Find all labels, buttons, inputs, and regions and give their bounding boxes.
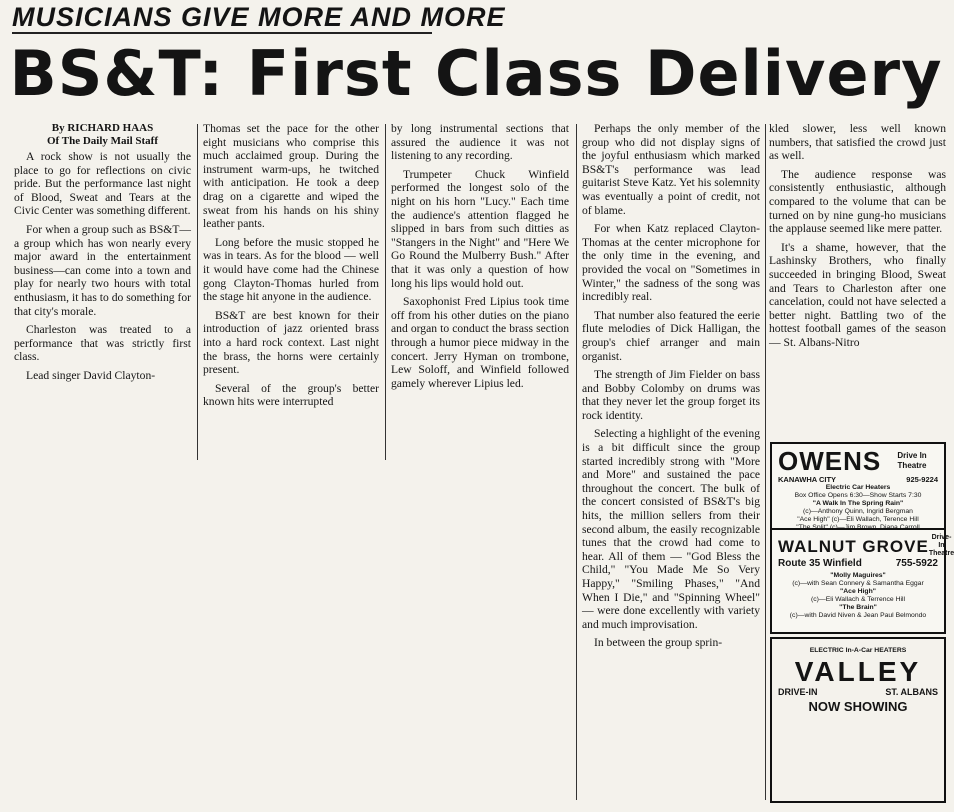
column-divider: [576, 124, 577, 800]
owens-line: (c)—Anthony Quinn, Ingrid Bergman: [803, 508, 913, 515]
owens-phone: 925-9224: [906, 475, 938, 484]
walnut-grove-line: (c)—Eli Wallach & Terrence Hill: [810, 596, 906, 603]
paragraph: For when Katz replaced Clayton-Thomas at the center microphone for the only time in the evening, and provided the vocal on "Sometimes in Winter," the sadness of the song was incredibly real.: [582, 222, 760, 304]
paragraph: by long instrumental sections that assured the audience it was not listening to any recording.: [391, 122, 569, 163]
walnut-grove-line: (c)—with David Niven & Jean Paul Belmondo: [789, 612, 927, 619]
owens-name: OWENS: [778, 446, 882, 476]
kicker-headline: MUSICIANS GIVE MORE AND MORE: [12, 2, 506, 32]
owens-tag: Drive In Theatre: [897, 451, 927, 470]
paragraph: For when a group such as BS&T—a group which has won nearly every major award in the entertainment business—can come into a town and play for nearly two hours with total enthusiasm, it has to do something for that city's morale.: [14, 222, 191, 318]
byline-staff: Of The Daily Mail Staff: [46, 135, 158, 147]
valley-name: VALLEY: [794, 656, 922, 687]
walnut-grove-tag: Drive-In Theatre: [928, 534, 954, 557]
walnut-grove-name: WALNUT GROVE: [778, 536, 929, 556]
owens-drive-in-ad: [770, 442, 946, 530]
walnut-grove-line: (c)—with Sean Connery & Samantha Eggar: [792, 580, 924, 587]
article-column-1: [14, 122, 191, 462]
article-column-5: [769, 122, 946, 428]
column-divider: [385, 124, 386, 460]
paragraph: The strength of Jim Fielder on bass and Bobby Colomby on drums was that they never let the group forget its rock identity.: [582, 368, 760, 422]
byline-author: By RICHARD HAAS: [51, 122, 154, 134]
paragraph: Perhaps the only member of the group who did not display signs of the joyful enthusiasm which marked BS&T's performance was lead guitarist Steve Katz. Yet his solemnity was eventually a point of credit, not of blame.: [582, 122, 760, 217]
owens-city: KANAWHA CITY: [778, 475, 837, 484]
owens-line: Electric Car Heaters: [825, 484, 891, 491]
paragraph: Trumpeter Chuck Winfield performed the longest solo of the night on his horn "Lucy." Each time the audience's attention flagged he slipped in bars from such ditties as "Stangers in the Night" and "Here We Go Round the Mulberry Bush." After that it was only a question of how long his lips would hold out.: [391, 167, 569, 290]
paragraph: Thomas set the pace for the other eight musicians who comprise this much acclaimed group. During the instrument warm-ups, he twitched with anticipation. He took a deep drag on a cigarette and wiped the sweat from his hands on his shiny leather pants.: [203, 122, 379, 231]
walnut-grove-drive-in-ad: [770, 528, 954, 634]
owens-line: Box Office Opens 6:30—Show Starts 7:30: [794, 492, 922, 499]
valley-drive-in-ad: [770, 637, 946, 803]
paragraph: Saxophonist Fred Lipius took time off from his other duties on the piano and organ to conduct the brass section through a humor piece midway in the concert. Jerry Hyman on trombone, Lew Soloff, and Winfield followed gamely wherever Lipius led.: [391, 295, 569, 390]
valley-drive-in-label: DRIVE-IN: [778, 687, 818, 697]
walnut-grove-line: "Molly Maguires": [830, 572, 886, 579]
article-column-4: [582, 122, 760, 802]
owens-line: "Ace High" (c)—Eli Wallach, Terence Hill: [797, 516, 919, 523]
valley-heaters: ELECTRIC In-A-Car HEATERS: [809, 647, 907, 654]
walnut-grove-phone: 755-5922: [895, 558, 938, 569]
column-divider: [197, 124, 198, 460]
walnut-grove-route: Route 35 Winfield: [778, 558, 862, 569]
paragraph: Selecting a highlight of the evening is a bit difficult since the group started incredibly strong with "More and More" and sustained the pace throughout the concert. The bulk of the concert consisted of BS&T's big hits, the million sellers from their second album, the easily recognizable tunes that the crowd had come to hear. All of them — "God Bless the Child," "You Made Me So Very Happy," "Smiling Phases," "And When I Die," and "Spinning Wheel" — were done excellently with variety and much improvisation.: [582, 427, 760, 631]
column-divider: [765, 124, 766, 800]
owens-line: "A Walk In The Spring Rain": [812, 500, 904, 507]
valley-location: ST. ALBANS: [885, 687, 938, 697]
main-headline: BS&T: First Class Delivery: [9, 37, 943, 110]
article-column-2: [203, 122, 379, 462]
paragraph: Long before the music stopped he was in tears. As for the blood — well it would have come had the Chinese gong Clayton-Thomas hurled from the stage hit anyone in the audience.: [203, 235, 379, 304]
paragraph: BS&T are best known for their introduction of jazz oriented brass into a hard rock context. Last night the brass, the horns were certainly present.: [203, 308, 379, 377]
article-column-3: [391, 122, 569, 462]
paragraph: That number also featured the eerie flute melodies of Dick Halligan, the group's chief arranger and main organist.: [582, 308, 760, 363]
paragraph: A rock show is not usually the place to go for reflections on civic pride. But the performance last night of Blood, Sweat and Tears at the Civic Center was something different.: [14, 150, 191, 218]
walnut-grove-line: "Ace High": [840, 588, 876, 595]
valley-now-showing: NOW SHOWING: [808, 699, 908, 714]
walnut-grove-line: "The Brain": [839, 604, 877, 611]
paragraph: kled slower, less well known numbers, that satisfied the crowd just as well.: [769, 122, 946, 163]
paragraph: In between the group sprin-: [594, 636, 723, 650]
paragraph: Charleston was treated to a performance that was strictly first class.: [14, 323, 191, 364]
paragraph: The audience response was consistently enthusiastic, although compared to the volume that can be turned on by nine gung-ho musicians the applause seemed like mere patter.: [769, 167, 946, 236]
paragraph: Lead singer David Clayton-: [26, 368, 156, 382]
paragraph: It's a shame, however, that the Lashinsky Brothers, who finally succeeded in bringing Blood, Sweat and Tears to Charleston after one cancelation, could not have selected a better night. Battling two of the hottest football games of the season — St. Albans-Nitro: [769, 240, 946, 349]
paragraph: Several of the group's better known hits were interrupted: [203, 381, 379, 409]
